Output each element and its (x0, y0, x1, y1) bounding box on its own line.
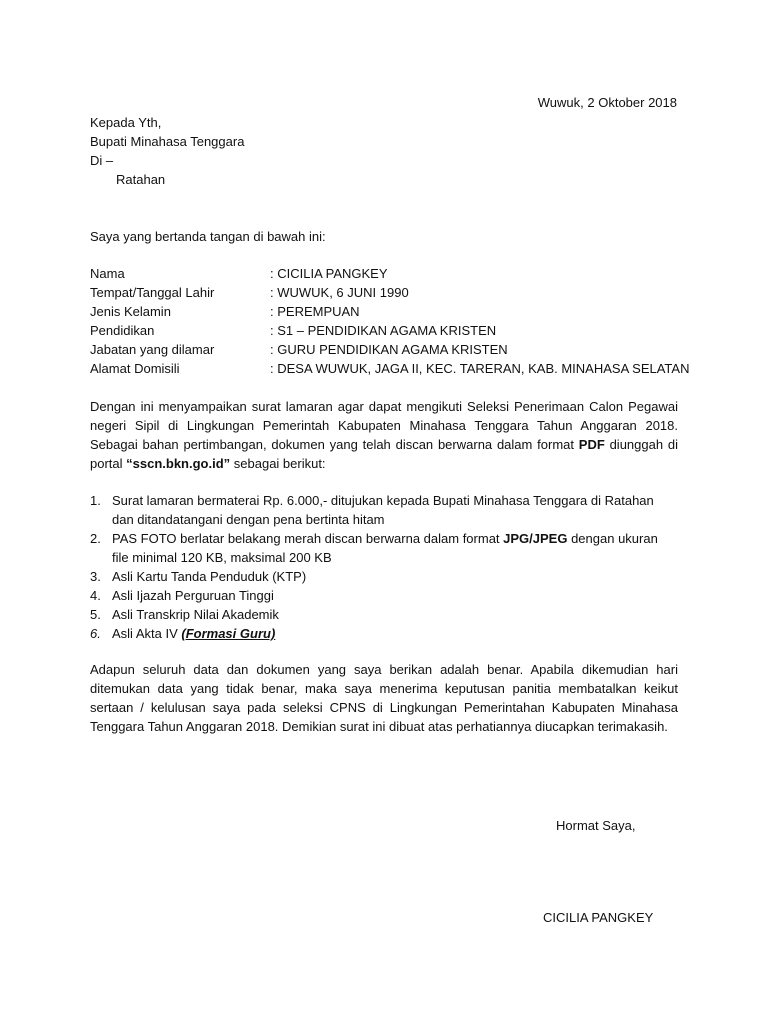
portal-address: “sscn.bkn.go.id” (126, 456, 231, 471)
list-text: dengan ukuran file minimal 120 KB, maksimal 200 KB (112, 531, 658, 565)
list-text: Asli Transkrip Nilai Akademik (112, 607, 279, 622)
field-row (90, 302, 690, 321)
list-text: Asli Ijazah Perguruan Tinggi (112, 588, 274, 603)
field-label: Alamat Domisili (90, 361, 180, 376)
list-number: 3. (90, 569, 101, 584)
field-row (90, 359, 690, 378)
list-text: PAS FOTO berlatar belakang merah discan berwarna dalam format (112, 531, 504, 546)
recipient-line: Di – (90, 153, 114, 168)
list-text: Asli Akta IV (112, 626, 182, 641)
recipient-block (90, 113, 244, 189)
field-row (90, 283, 690, 302)
field-row (90, 340, 690, 359)
recipient-line: Bupati Minahasa Tenggara (90, 134, 245, 149)
list-item (90, 586, 678, 605)
list-item (90, 529, 678, 567)
document-list (90, 491, 678, 643)
field-label: Jenis Kelamin (90, 304, 171, 319)
body-paragraph-1 (90, 397, 678, 473)
list-text: Asli Kartu Tanda Penduduk (KTP) (112, 569, 307, 584)
list-item (90, 567, 678, 586)
applicant-fields (90, 264, 690, 378)
list-number: 5. (90, 607, 101, 622)
list-text: Surat lamaran bermaterai Rp. 6.000,- ditujukan kepada Bupati Minahasa Tenggara di Ratahan dan ditandatangani dengan pena bertinta hitam (112, 493, 654, 527)
field-value: : WUWUK, 6 JUNI 1990 (270, 285, 409, 300)
list-item (90, 491, 678, 529)
paragraph-text: sebagai berikut: (230, 456, 326, 471)
format-pdf: PDF (578, 437, 605, 452)
signer-name: CICILIA PANGKEY (543, 910, 654, 925)
field-label: Nama (90, 266, 125, 281)
field-value: : S1 – PENDIDIKAN AGAMA KRISTEN (270, 323, 497, 338)
field-value: : DESA WUWUK, JAGA II, KEC. TARERAN, KAB. MINAHASA SELATAN (270, 361, 690, 376)
body-paragraph-2: Adapun seluruh data dan dokumen yang saya berikan adalah benar. Apabila dikemudian hari ditemukan data yang tidak benar, maka saya menerima keputusan panitia membatalkan keikut sertaan / kelulusan saya pada seleksi CPNS di Lingkungan Pemerintahan Kabupaten Minahasa Tenggara Tahun Anggaran 2018. Demikian surat ini dibuat atas perhatiannya diucapkan terimakasih. (90, 662, 678, 734)
list-item (90, 624, 678, 643)
paragraph-text: diunggah di portal (90, 437, 678, 471)
list-number: 2. (90, 531, 101, 546)
paragraph-text: Dengan ini menyampaikan surat lamaran agar dapat mengikuti Seleksi Penerimaan Calon Pegawai negeri Sipil di Lingkungan Pemerintah Kabupaten Minahasa Tenggara Tahun Anggaran 2018. Sebagai bahan pertimbangan, dokumen yang telah discan berwarna dalam format (90, 399, 678, 452)
field-value: : PEREMPUAN (270, 304, 360, 319)
list-item (90, 605, 678, 624)
field-label: Jabatan yang dilamar (90, 342, 215, 357)
field-value: : GURU PENDIDIKAN AGAMA KRISTEN (270, 342, 508, 357)
recipient-city: Ratahan (116, 172, 166, 187)
field-value: : CICILIA PANGKEY (270, 266, 388, 281)
formasi-note: (Formasi Guru) (181, 626, 276, 641)
field-row (90, 264, 690, 283)
list-number: 1. (90, 493, 101, 508)
intro-text: Saya yang bertanda tangan di bawah ini: (90, 229, 326, 244)
list-number: 6. (90, 626, 101, 641)
field-label: Tempat/Tanggal Lahir (90, 285, 215, 300)
list-number: 4. (90, 588, 101, 603)
closing-salutation: Hormat Saya, (556, 818, 636, 833)
format-jpg: JPG/JPEG (503, 531, 568, 546)
field-label: Pendidikan (90, 323, 155, 338)
recipient-line: Kepada Yth, (90, 115, 162, 130)
field-row (90, 321, 690, 340)
letter-date: Wuwuk, 2 Oktober 2018 (537, 95, 677, 110)
